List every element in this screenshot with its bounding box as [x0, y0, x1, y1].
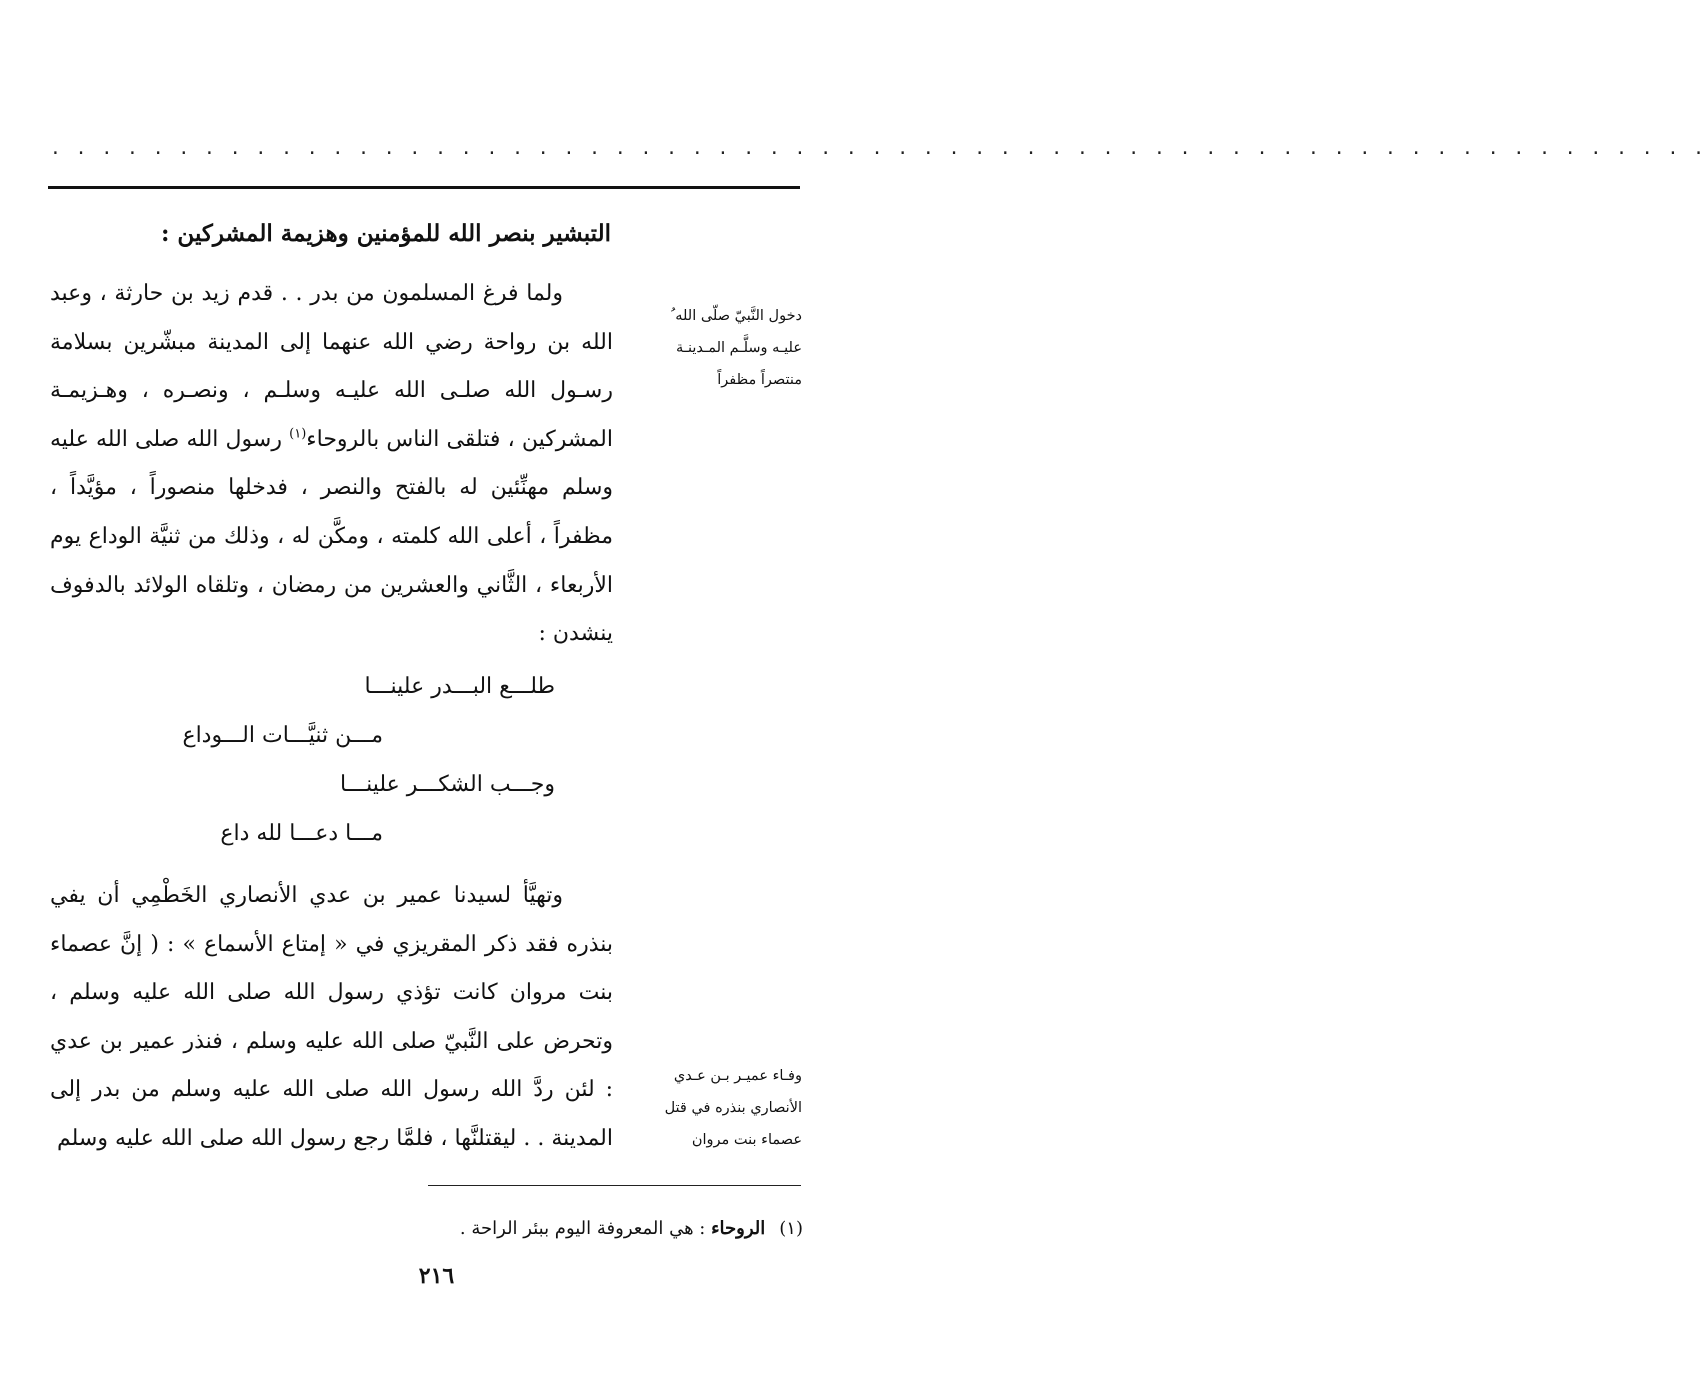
header-dotted-line: . . . . . . . . . . . . . . . . . . . . . . . . . . . . . . . . . . . . . . . . . . . . . . . . . . . . . . . . . . . . . . . . . [50, 138, 1706, 159]
margin-note-umair-vow [630, 1060, 802, 1156]
margin-note-line: دخول النَّبيّ صلّى الله ُ [670, 308, 802, 324]
poem-line-2: مـــن ثنيَّـــات الـــوداع [182, 723, 383, 748]
margin-note-line: عصماء بنت مروان [691, 1132, 802, 1148]
footnote-text: : هي المعروفة اليوم ببئر الراحة . [459, 1218, 712, 1239]
footnote-reference[interactable]: (١) [289, 426, 307, 442]
paragraph-1 [50, 270, 613, 659]
page-number: ٢١٦ [418, 1263, 455, 1289]
margin-note-line: وفـاء عميـر بـن عـدي [673, 1068, 802, 1084]
header-rule [48, 186, 800, 189]
section-heading: التبشير بنصر الله للمؤمنين وهزيمة المشركين : [160, 220, 611, 247]
paragraph-1-text: ولما فرغ المسلمون من بدر . . قدم زيد بن حارثة ، وعبد الله بن رواحة رضي الله عنهما إلى المدينة مبشّرين بسلامة رسـول الله صلـى الله عليـه وسلـم ، ونصـره ، وهـزيمـة المشركين ، فتلقى الناس بالروحاء [50, 281, 613, 452]
margin-note-entry-to-medina [630, 300, 802, 396]
footnote [103, 1218, 803, 1239]
margin-note-line: منتصراً مظفراً [717, 372, 802, 388]
footnote-rule [428, 1185, 801, 1186]
poem-line-1: طلـــع البـــدر علينـــا [364, 674, 555, 699]
paragraph-2-text: وتهيَّأ لسيدنا عمير بن عدي الأنصاري الخَطْمِي أن يفي بنذره فقد ذكر المقريزي في « إمتاع الأسماع » : ( إنَّ عصماء بنت مروان كانت تؤذي رسول الله صلى الله عليه وسلم ، وتحرض على النَّبيّ صلى الله عليه وسلم ، فنذر عمير بن عدي : لئن ردَّ الله رسول الله صلى الله عليه وسلم من بدر إلى المدينة . . ليقتلنَّها ، فلمَّا رجع رسول الله صلى الله عليه وسلم [50, 883, 613, 1151]
poem-line-3: وجـــب الشكـــر علينـــا [340, 772, 555, 797]
poem-line-4: مـــا دعـــا لله داع [220, 821, 383, 846]
paragraph-1-text-continued: رسول الله صلى الله عليه وسلم مهنِّئين له بالفتح والنصر ، فدخلها منصوراً ، مؤيَّداً ، مظفراً ، أعلى الله كلمته ، ومكَّن له ، وذلك من ثنيَّة الوداع يوم الأربعاء ، الثَّاني والعشرين من رمضان ، وتلقاه الولائد بالدفوف ينشدن : [50, 426, 613, 647]
paragraph-2 [50, 872, 613, 1164]
footnote-number: (١) [779, 1218, 803, 1239]
footnote-term: الروحاء [711, 1218, 766, 1239]
margin-note-line: الأنصاري بنذره في قتل [664, 1100, 802, 1116]
margin-note-line: عليـه وسلَّـم المـدينـة [675, 340, 802, 356]
